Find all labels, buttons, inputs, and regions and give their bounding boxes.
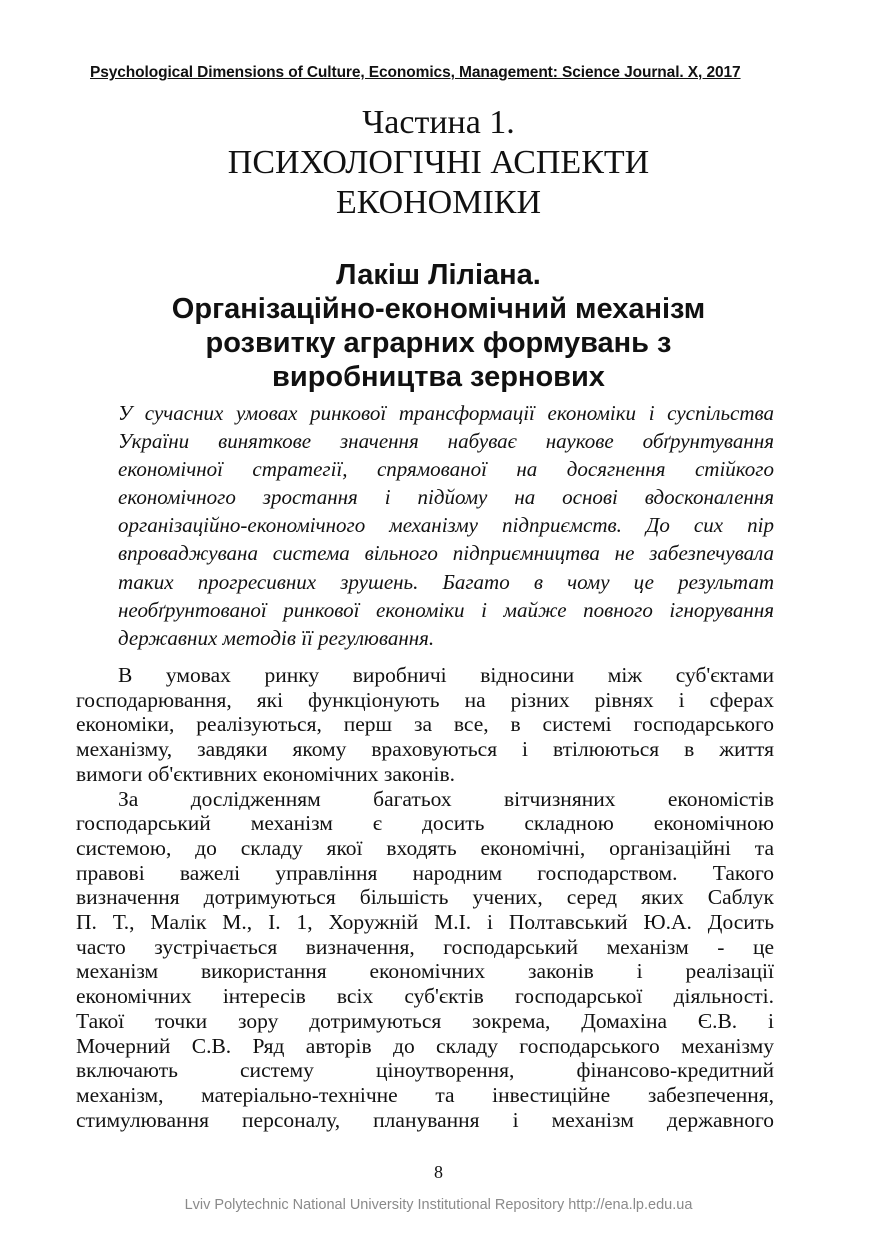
abstract-line: економічної стратегії, спрямованої на досягнення стійкого	[118, 457, 774, 482]
body-line: правові важелі управління народним господарством. Такого	[76, 860, 774, 885]
body-line: економіки, реалізуються, перш за все, в системі господарського	[76, 712, 774, 737]
article-title	[0, 258, 877, 394]
body-line: господарювання, які функціонують на різних рівнях і сферах	[76, 687, 774, 712]
part-heading	[0, 103, 877, 223]
abstract-line: У сучасних умовах ринкової трансформації економіки і суспільства	[118, 401, 774, 425]
abstract-line: України виняткове значення набуває наукове обґрунтування	[118, 429, 774, 454]
body-line: П. Т., Малік М., І. 1, Хоружній М.І. і Полтавський Ю.А. Досить	[76, 910, 774, 935]
body-line: визначення дотримуються більшість учених, серед яких Саблук	[76, 885, 774, 910]
body-line: економічних інтересів всіх суб'єктів господарської діяльності.	[76, 984, 774, 1009]
abstract-line: необґрунтованої ринкової економіки і майже повного ігнорування	[118, 597, 774, 622]
body-line: механізму, завдяки якому враховуються і втілюються в життя	[76, 737, 774, 762]
abstract-line: економічного зростання і підйому на основі вдосконалення	[118, 485, 774, 510]
body-line: Такої точки зору дотримуються зокрема, Домахіна Є.В. і	[76, 1008, 774, 1033]
body-line: включають систему ціноутворення, фінансово-кредитний	[76, 1058, 774, 1083]
body-line: системою, до складу якої входять економічні, організаційні та	[76, 835, 774, 860]
body-line: механізм, матеріально-технічне та інвестиційне забезпечення,	[76, 1082, 774, 1107]
abstract-line: впроваджувана система вільного підприємництва не забезпечувала	[118, 541, 774, 566]
abstract	[118, 399, 774, 652]
body-line: механізм використання економічних законів і реалізації	[76, 959, 774, 984]
abstract-line: організаційно-економічного механізму підприємств. До сих пір	[118, 513, 774, 538]
body-line: господарський механізм є досить складною економічною	[76, 811, 774, 836]
abstract-line: державних методів її регулювання.	[118, 625, 435, 650]
repository-footer: Lviv Polytechnic National University Institutional Repository http://ena.lp.edu.ua	[184, 1197, 693, 1213]
body-text	[76, 663, 774, 1132]
body-line: Мочерний С.В. Ряд авторів до складу господарського механізму	[76, 1033, 774, 1058]
body-line: вимоги об'єктивних економічних законів.	[76, 761, 456, 786]
page-number: 8	[434, 1162, 443, 1182]
part-label: Частина 1.	[362, 104, 515, 141]
article-title-line: Організаційно-економічний механізм	[171, 293, 706, 325]
body-line: В умовах ринку виробничі відносини між суб'єктами	[118, 663, 774, 687]
body-line: часто зустрічається визначення, господарський механізм - це	[76, 934, 774, 959]
abstract-line: таких прогресивних зрушень. Багато в чому це результат	[118, 569, 774, 594]
article-title-line: розвитку аграрних формувань з	[205, 327, 672, 359]
journal-header: Psychological Dimensions of Culture, Economics, Management: Science Journal. X, 2017	[90, 64, 741, 81]
body-line: За дослідженням багатьох вітчизняних економістів	[118, 786, 774, 811]
part-title-line: ЕКОНОМІКИ	[335, 184, 542, 221]
body-line: стимулювання персоналу, планування і механізм державного	[76, 1107, 774, 1132]
part-title-line: ПСИХОЛОГІЧНІ АСПЕКТИ	[227, 144, 650, 181]
article-author: Лакіш Ліліана.	[336, 259, 541, 291]
article-title-line: виробництва зернових	[272, 361, 605, 393]
